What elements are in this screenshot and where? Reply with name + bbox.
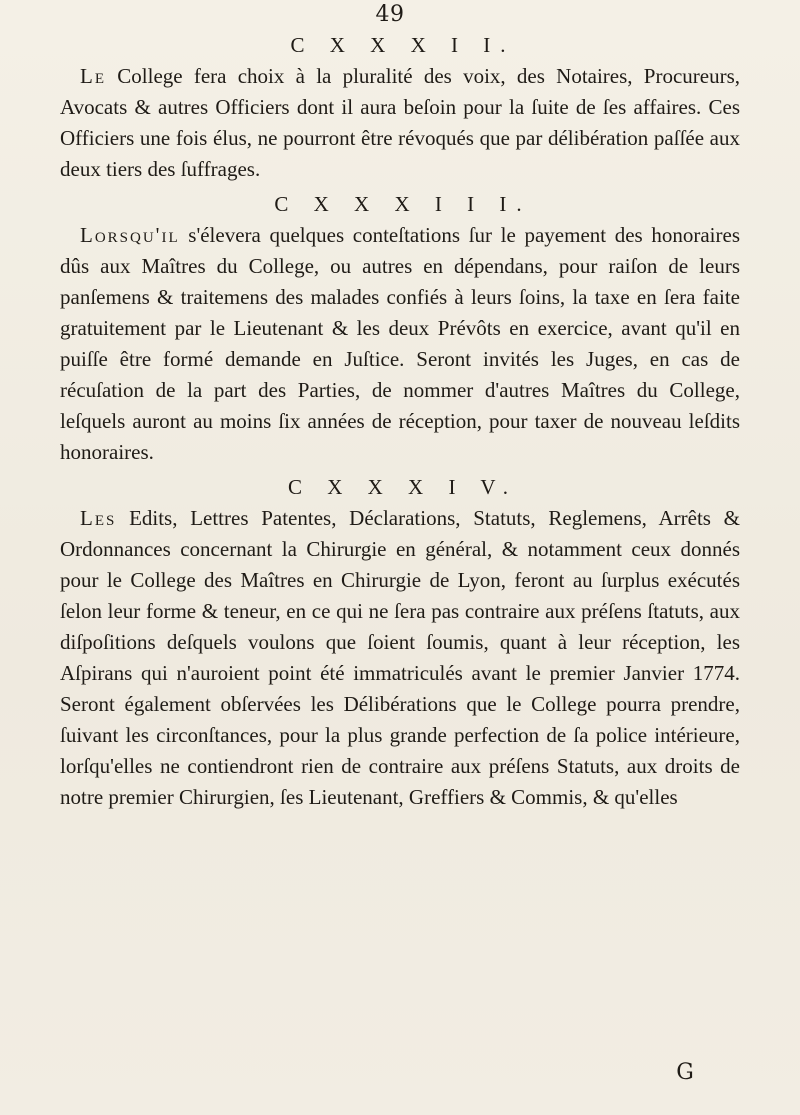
article-heading-133: C X X X I I I. [274, 192, 532, 216]
text-block [60, 30, 740, 813]
article-paragraph-132 [60, 61, 740, 185]
page-number: 49 [375, 2, 405, 27]
article-heading-134: C X X X I V. [287, 475, 519, 499]
article-heading-132: C X X X I I. [290, 33, 516, 57]
article-paragraph-134 [60, 503, 740, 813]
article-paragraph-133 [60, 220, 740, 468]
signature-mark: G [676, 1060, 694, 1085]
paragraph-lead: Lorsqu'il [80, 223, 180, 247]
paragraph-lead: Les [80, 506, 117, 530]
paragraph-body: s'élevera quelques conteſtations ſur le payement des honoraires dûs aux Maîtres du College, ou autres en dépendans, pour raiſon de leurs panſemens & traitemens des malades confiés à leurs ſoins, la taxe en ſera faite gratuitement par le Lieutenant & les deux Prévôts en exercice, avant qu'il en puiſſe être formé demande en Juſtice. Seront invités les Juges, en cas de récuſation de la part des Parties, de nommer d'autres Maîtres du College, leſquels auront au moins ſix années de réception, pour taxer de nouveau leſdits honoraires. [60, 223, 741, 464]
paragraph-body: Edits, Lettres Patentes, Déclarations, Statuts, Reglemens, Arrêts & Ordonnances concernant la Chirurgie en général, & notamment ceux donnés pour le College des Maîtres en Chirurgie de Lyon, feront au ſurplus exécutés ſelon leur forme & teneur, en ce qui ne ſera pas contraire aux préſens ſtatuts, aux diſpoſitions deſquels voulons que ſoient ſoumis, quant à leur réception, les Aſpirans qui n'auroient point été immatriculés avant le premier Janvier 1774. Seront également obſervées les Délibérations que le College pourra prendre, ſuivant les circonſtances, pour la plus grande perfection de ſa police intérieure, lorſqu'elles ne contiendront rien de contraire aux préſens Statuts, aux droits de notre premier Chirurgien, ſes Lieutenant, Greffiers & Commis, & qu'elles [60, 506, 741, 809]
paragraph-body: College fera choix à la pluralité des voix, des Notaires, Procureurs, Avocats & autres Officiers dont il aura beſoin pour la ſuite de ſes affaires. Ces Officiers une fois élus, ne pourront être révoqués que par délibération paſſée aux deux tiers des ſuffrages. [60, 64, 741, 181]
paragraph-lead: Le [80, 64, 106, 88]
